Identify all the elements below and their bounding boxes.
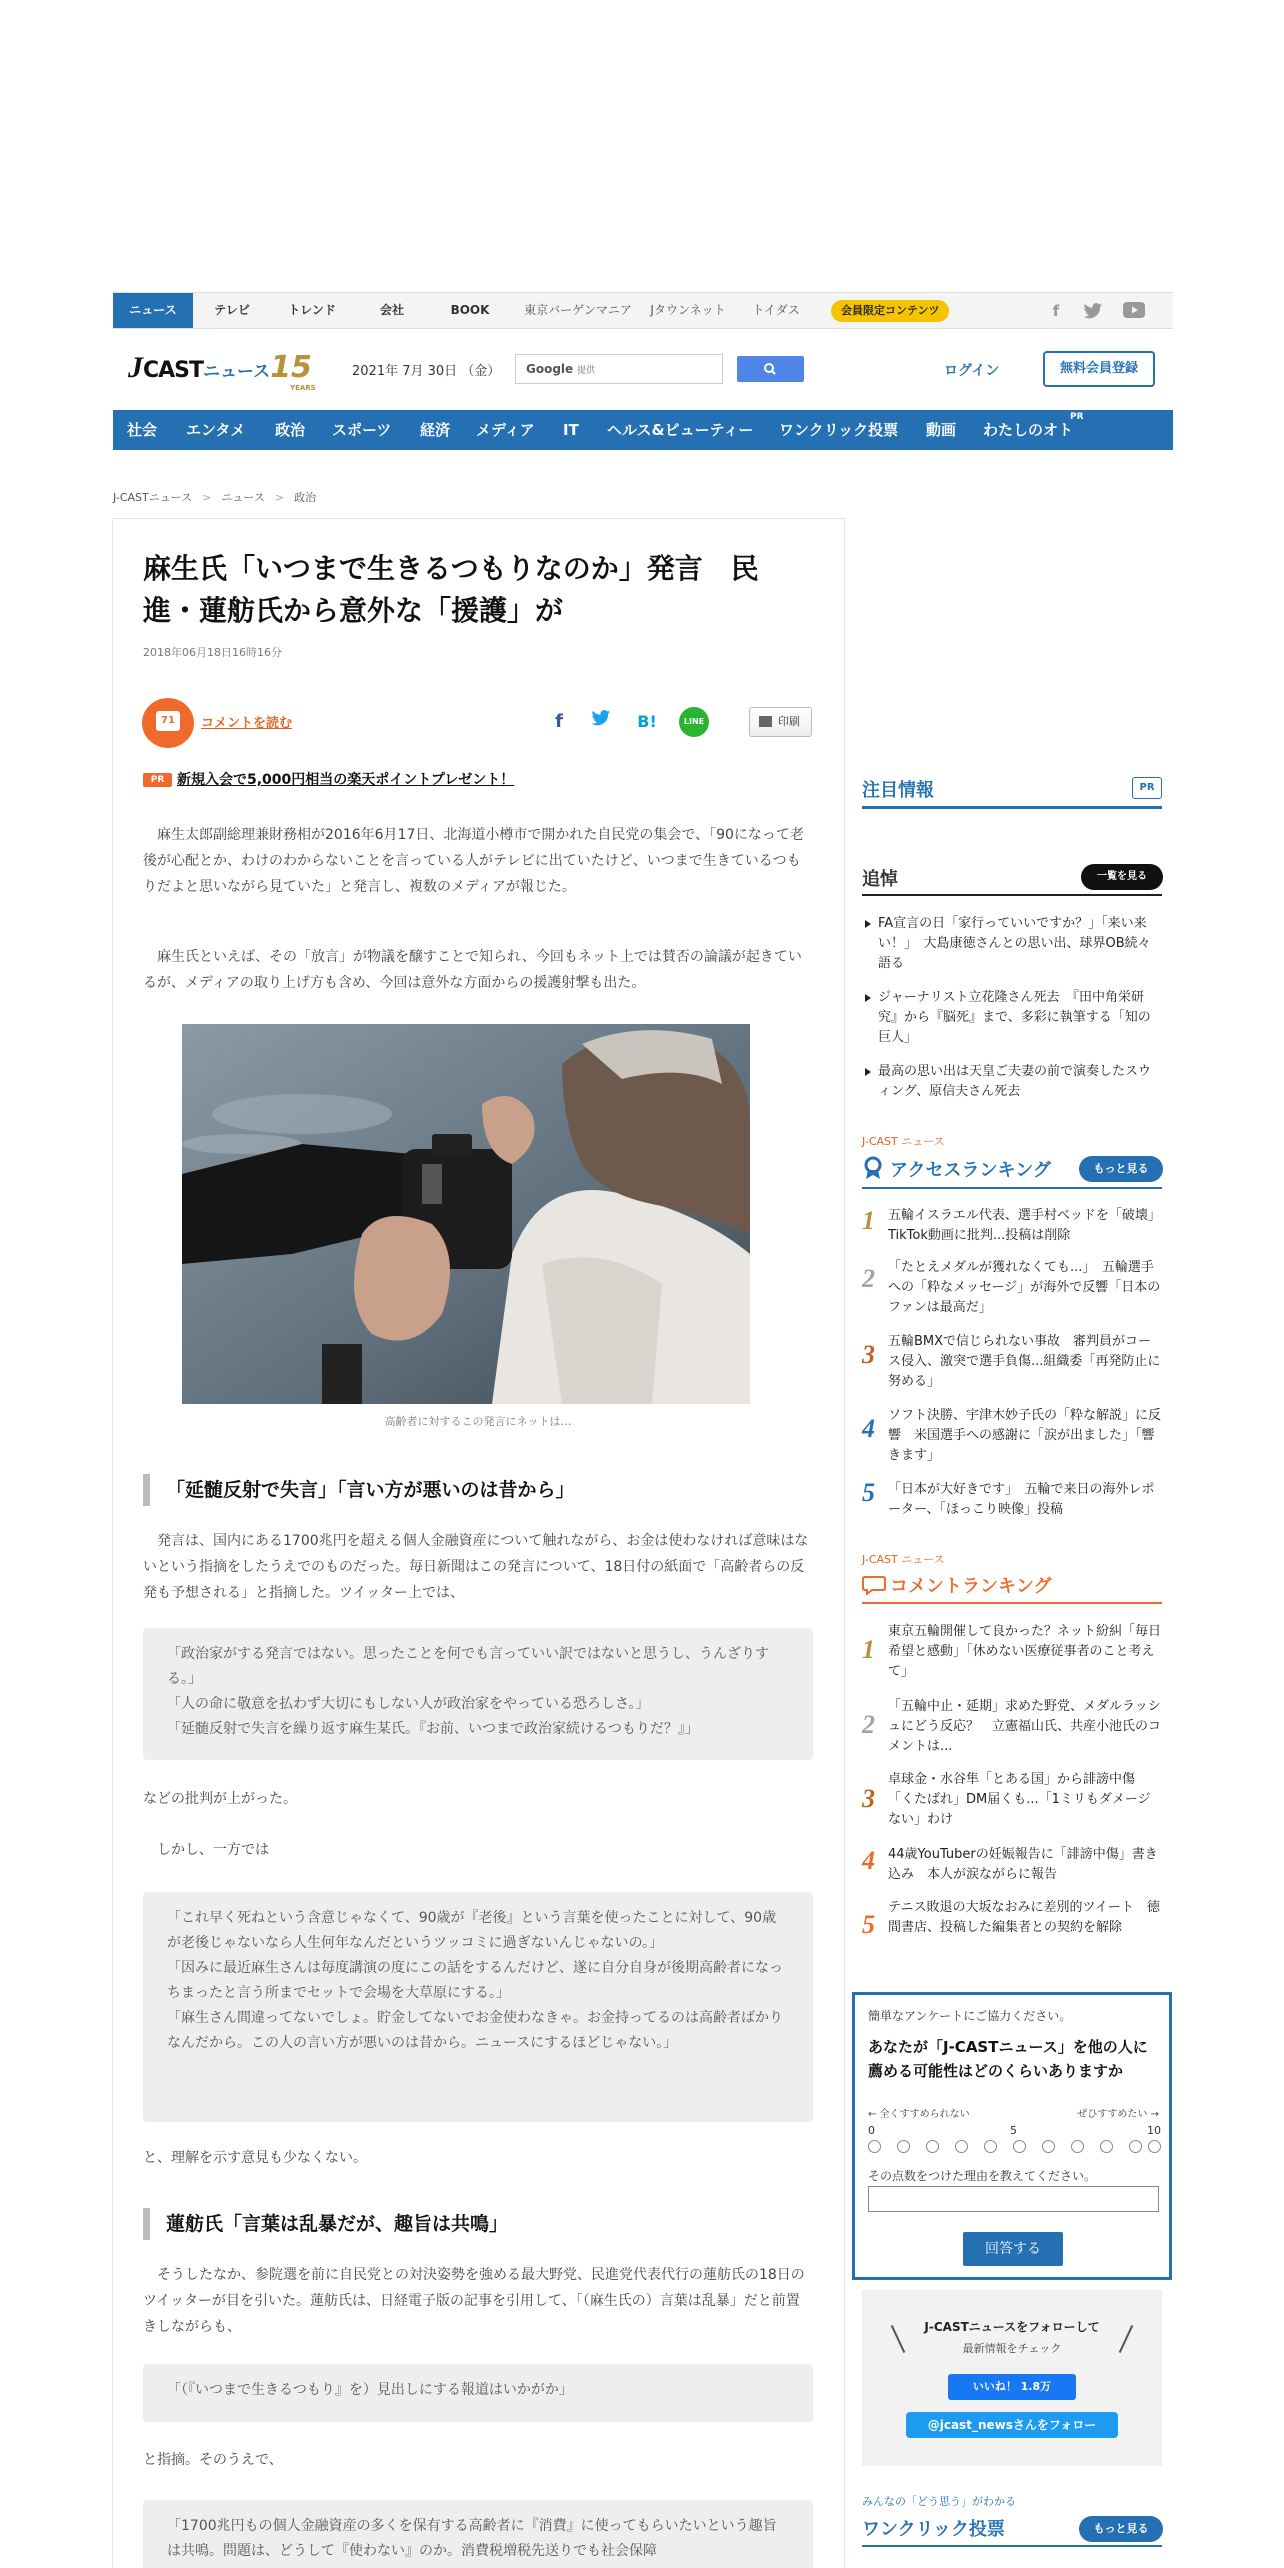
survey-submit-button[interactable]: 回答する: [963, 2232, 1063, 2266]
quote-block: [143, 1892, 813, 2122]
score-radio[interactable]: [926, 2140, 939, 2153]
twitter-share-icon[interactable]: [587, 708, 615, 736]
quote-line: 「1700兆円もの個人金融資産の多くを保有する高齢者に『消費』に使ってもらいたいという趣旨は共鳴。問題は、どうして『使わない』のか。消費税増税先送りでも社会保障: [167, 2518, 777, 2559]
google-label: Google: [526, 362, 574, 376]
topnav-toidas[interactable]: トイダス: [752, 303, 800, 317]
comment-rank-item[interactable]: 卓球金・水谷隼「とある国」から誹謗中傷 「くたばれ」DM届くも...「1ミリもダメージない」わけ: [888, 1772, 1151, 1827]
article-paragraph: などの批判が上がった。: [143, 1791, 297, 1807]
logo-news: ニュース: [203, 362, 271, 382]
search-button[interactable]: [737, 356, 804, 382]
print-icon: [759, 716, 772, 727]
article-paragraph: 麻生太郎副総理兼財務相が2016年6月17日、北海道小樽市で開かれた自民党の集会で、「90になって老後が心配とか、わけのわからないことを言っている人がテレビに出ていたけど、いつまで生きているつもりだよと思いながら見ていた」と発言し、複数のメディアが報じた。: [143, 827, 804, 895]
article-paragraph: 発言は、国内にある1700兆円を超える個人金融資産について触れながら、お金は使わなければ意味はないという指摘をしたうえでのものだった。毎日新聞はこの発言について、18日付の紙面で「高齢者らの反発も予想される」と指摘した。ツイッター上では、: [143, 1533, 809, 1601]
members-badge[interactable]: 会員限定コンテンツ: [831, 300, 949, 322]
rank-number: 4: [862, 1414, 875, 1443]
scale-5: 5: [1010, 2124, 1017, 2137]
article-paragraph: と、理解を示す意見も少なくない。: [143, 2150, 367, 2166]
breadcrumb-home[interactable]: J-CASTニュース: [113, 491, 193, 504]
poll-label: みんなの「どう思う」がわかる: [862, 2495, 1016, 2508]
follow-line2: 最新情報をチェック: [962, 2342, 1062, 2355]
login-link[interactable]: ログイン: [944, 363, 1000, 379]
rank-number: 5: [862, 1478, 875, 1507]
quote-block: [143, 2500, 813, 2568]
quote-block: [143, 1628, 813, 1760]
article-paragraph: 麻生氏といえば、その「放言」が物議を醸すことで知られ、今回もネット上では賛否の論議が起きているが、メディアの取り上げ方も含め、今回は意外な方面からの援護射撃も出た。: [143, 949, 802, 991]
access-rank-item[interactable]: 「たとえメダルが獲れなくても...」 五輪選手への「粋なメッセージ」が海外で反響「日本のファンは最高だ」: [888, 1260, 1161, 1315]
logo-j: J: [128, 351, 143, 384]
print-button[interactable]: [749, 707, 812, 737]
medal-icon: [862, 1156, 884, 1180]
rank-number: 2: [862, 1264, 875, 1293]
cat-sports[interactable]: スポーツ: [332, 421, 392, 439]
twitter-follow-button[interactable]: @jcast_newsさんをフォロー: [906, 2412, 1118, 2438]
catnav-pr: PR: [1070, 412, 1084, 422]
tsuito-item[interactable]: ジャーナリスト立花隆さん死去 『田中角栄研究』から『脳死』まで、多彩に執筆する「知の巨人」: [878, 988, 1163, 1048]
score-radio[interactable]: [897, 2140, 910, 2153]
article-paragraph: と指摘。そのうえで、: [143, 2452, 283, 2468]
rank-number: 1: [862, 1206, 875, 1235]
access-rank-item[interactable]: 「日本が大好きです」 五輪で来日の海外レポーター、「ほっこり映像」投稿: [888, 1482, 1155, 1517]
chumoku-title: 注目情報: [862, 780, 934, 801]
comment-divider: [862, 1602, 1162, 1604]
comment-rank-item[interactable]: 「五輪中止・延期」求めた野党、メダルラッシュにどう反応？ 立憲福山氏、共産小池氏のコメントは...: [888, 1699, 1162, 1754]
top-nav: [113, 292, 1173, 329]
tsuito-item[interactable]: FA宣言の日「家行っていいですか？」「来い来い！」 大島康徳さんとの思い出、球界OB続々語る: [878, 914, 1163, 974]
article-title: 麻生氏「いつまで生きるつもりなのか」発言 民進・蓮舫氏から意外な「援護」が: [143, 552, 759, 627]
cat-politics[interactable]: 政治: [275, 421, 306, 439]
cat-video[interactable]: 動画: [926, 421, 957, 439]
promo-link[interactable]: [143, 769, 514, 789]
survey-reason-input[interactable]: [868, 2186, 1159, 2212]
hatena-share-icon[interactable]: B!: [637, 712, 657, 731]
facebook-share-icon[interactable]: f: [555, 711, 563, 732]
rank-number: 3: [862, 1784, 875, 1813]
article-photo: [182, 1024, 750, 1404]
article-date: 2018年06月18日16時16分: [143, 646, 282, 659]
facebook-icon[interactable]: f: [1052, 302, 1060, 320]
comment-title-text: コメントランキング: [890, 1576, 1052, 1597]
cat-it[interactable]: IT: [563, 421, 579, 439]
topnav-news[interactable]: ニュース: [113, 293, 193, 328]
score-radio[interactable]: [955, 2140, 968, 2153]
survey-reason-label: その点数をつけた理由を教えてください。: [868, 2169, 1097, 2183]
access-rank-item[interactable]: 五輪イスラエル代表、選手村ベッドを「破壊」 TikTok動画に批判...投稿は削除: [888, 1208, 1168, 1243]
logo-cast: CAST: [143, 358, 204, 383]
comment-rank-item[interactable]: 44歳YouTuberの妊娠報告に「誹謗中傷」書き込み 本人が涙ながらに報告: [888, 1847, 1158, 1882]
promo-pr-tag: PR: [143, 773, 172, 787]
cat-economy[interactable]: 経済: [420, 421, 451, 439]
access-divider: [862, 1187, 1162, 1189]
cat-health[interactable]: ヘルス&ビューティー: [607, 421, 754, 439]
topnav-trend[interactable]: トレンド: [288, 303, 336, 317]
cat-watashi[interactable]: わたしのオト: [983, 421, 1074, 439]
survey-box: [852, 1992, 1172, 2280]
score-radio[interactable]: [1148, 2140, 1161, 2153]
comment-bubble-icon: [862, 1575, 886, 1595]
tsuito-title: 追悼: [862, 869, 898, 890]
quote-block: [143, 2364, 813, 2422]
youtube-icon[interactable]: [1123, 302, 1143, 320]
score-radio[interactable]: [868, 2140, 881, 2153]
survey-ask: 簡単なアンケートにご協力ください。: [868, 2009, 1072, 2023]
google-suffix: 提供: [577, 366, 596, 376]
breadcrumb-politics[interactable]: 政治: [294, 491, 317, 504]
rank-number: 5: [862, 1910, 875, 1939]
article-paragraph: しかし、一方では: [143, 1842, 269, 1858]
follow-box: [862, 2290, 1162, 2466]
cat-media[interactable]: メディア: [476, 421, 535, 439]
tsuito-list-button[interactable]: 一覧を見る: [1081, 864, 1163, 890]
survey-question: あなたが「J-CASTニュース」を他の人に薦める可能性はどのくらいありますか: [868, 2038, 1148, 2080]
print-label: 印刷: [778, 715, 800, 728]
score-radio[interactable]: [1100, 2140, 1113, 2153]
access-label: J-CAST ニュース: [862, 1135, 945, 1148]
breadcrumb: J-CASTニュース > ニュース > 政治: [113, 491, 317, 504]
score-radio[interactable]: [1129, 2140, 1142, 2153]
comment-count-icon[interactable]: [142, 698, 194, 748]
topnav-book[interactable]: BOOK: [450, 303, 490, 317]
score-radio[interactable]: [984, 2140, 997, 2153]
access-rank-item[interactable]: ソフト決勝、宇津木妙子氏の「粋な解説」に反響 米国選手への感謝に「涙が出ました」「響きます」: [888, 1408, 1162, 1463]
survey-high-label: ぜひすすめたい →: [1077, 2109, 1159, 2120]
tsuito-divider: [862, 894, 1162, 896]
cat-society[interactable]: 社会: [127, 421, 158, 439]
score-radio[interactable]: [1071, 2140, 1084, 2153]
search-input[interactable]: [515, 354, 723, 384]
quote-line: 「麻生さん間違ってないでしょ。貯金してないでお金使わなきゃ。お金持ってるのは高齢者ばかりなんだから。この人の言い方が悪いのは昔から。ニュースにするほどじゃない。」: [167, 2010, 783, 2051]
access-ranking-title: [862, 1156, 1051, 1182]
twitter-icon[interactable]: [1083, 302, 1103, 320]
rank-number: 4: [862, 1846, 875, 1875]
score-radio[interactable]: [1013, 2140, 1026, 2153]
facebook-like-button[interactable]: いいね！ 1.8万: [948, 2374, 1076, 2400]
register-button[interactable]: 無料会員登録: [1043, 351, 1155, 387]
poll-more-button[interactable]: もっと見る: [1079, 2516, 1163, 2542]
cat-oneclick[interactable]: ワンクリック投票: [779, 421, 899, 439]
rank-number: 3: [862, 1340, 875, 1369]
chumoku-pr: PR: [1132, 777, 1162, 799]
logo-years: YEARS: [290, 384, 316, 392]
line-share-icon[interactable]: LINE: [679, 707, 709, 737]
comment-rank-item[interactable]: テニス敗退の大坂なおみに差別的ツイート 徳間書店、投稿した編集者との契約を解除: [888, 1900, 1160, 1935]
topnav-jtown[interactable]: Jタウンネット: [650, 303, 726, 317]
photographer-image: [182, 1024, 750, 1404]
access-more-button[interactable]: もっと見る: [1079, 1156, 1163, 1182]
breadcrumb-news[interactable]: ニュース: [221, 491, 265, 504]
quote-line: 「これ早く死ねという含意じゃなくて、90歳が『老後』という言葉を使ったことに対して、90歳が老後じゃないなら人生何年なんだというツッコミに過ぎないんじゃないの。」: [167, 1910, 777, 1951]
chumoku-divider: [862, 806, 1162, 809]
tsuito-item[interactable]: 最高の思い出は天皇ご夫妻の前で演奏したスウィング、原信夫さん死去: [878, 1062, 1163, 1102]
scale-0: 0: [868, 2124, 875, 2137]
score-radio[interactable]: [1042, 2140, 1055, 2153]
access-rank-item[interactable]: 五輪BMXで信じられない事故 審判員がコース侵入、激突で選手負傷...組織委「再発防止に努める」: [888, 1334, 1161, 1389]
promo-text: 新規入会で5,000円相当の楽天ポイントプレゼント！: [177, 772, 515, 788]
quote-line: 「因みに最近麻生さんは毎度講演の度にこの話をするんだけど、遂に自分自身が後期高齢者になっちまったと言う所までセットで会場を大草原にする。」: [167, 1960, 783, 2001]
comment-count: 71: [156, 711, 180, 731]
article-paragraph: そうしたなか、参院選を前に自民党との対決姿勢を強める最大野党、民進党代表代行の蓮舫氏の18日のツイッターが目を引いた。蓮舫氏は、日経電子版の記事を引用して、「（麻生氏の）言葉は乱暴」だと前置きしながらも、: [143, 2267, 805, 2335]
access-title-text: アクセスランキング: [890, 1160, 1051, 1181]
section-heading: 「延髄反射で失言」「言い方が悪いのは昔から」: [143, 1474, 813, 1506]
poll-title: ワンクリック投票: [862, 2519, 1005, 2540]
topnav-tv[interactable]: テレビ: [214, 303, 250, 317]
quote-line: 「政治家がする発言ではない。思ったことを何でも言っていい訳ではないと思うし、うんざりする。」: [167, 1646, 769, 1687]
section-heading: 蓮舫氏「言葉は乱暴だが、趣旨は共鳴」: [143, 2208, 813, 2240]
today-date: 2021年 7月 30日 （金）: [352, 364, 501, 379]
quote-line: 「延髄反射で失言を繰り返す麻生某氏。『お前、いつまで政治家続けるつもりだ？』」: [167, 1721, 699, 1737]
survey-low-label: ← 全くすすめられない: [868, 2109, 970, 2120]
quote-line: 「人の命に敬意を払わず大切にもしない人が政治家をやっている恐ろしさ。」: [167, 1696, 650, 1712]
comment-ranking-title: [862, 1572, 1051, 1598]
topnav-bargain[interactable]: 東京バーゲンマニア: [524, 303, 632, 317]
scale-10: 10: [1147, 2124, 1161, 2137]
poll-divider: [862, 2545, 1162, 2547]
topnav-company[interactable]: 会社: [379, 303, 404, 317]
follow-line1: J-CASTニュースをフォローして: [924, 2320, 1100, 2334]
comment-label: J-CAST ニュース: [862, 1553, 945, 1566]
logo-15: 15: [270, 350, 312, 385]
rank-number: 1: [862, 1635, 875, 1664]
jcast-logo[interactable]: [128, 350, 318, 390]
read-comments-link[interactable]: コメントを読む: [201, 716, 293, 731]
quote-line: 「（『いつまで生きるつもり』を）見出しにする報道はいかがか」: [167, 2382, 573, 2398]
cat-entame[interactable]: エンタメ: [186, 421, 246, 439]
photo-caption: 高齢者に対するこの発言にネットは…: [384, 1415, 572, 1428]
rank-number: 2: [862, 1710, 875, 1739]
category-nav: [113, 410, 1173, 450]
search-icon: [737, 356, 804, 382]
comment-rank-item[interactable]: 東京五輪開催して良かった？ネット紛糾「毎日希望と感動」「休めない医療従事者のこと考えて」: [888, 1624, 1162, 1679]
